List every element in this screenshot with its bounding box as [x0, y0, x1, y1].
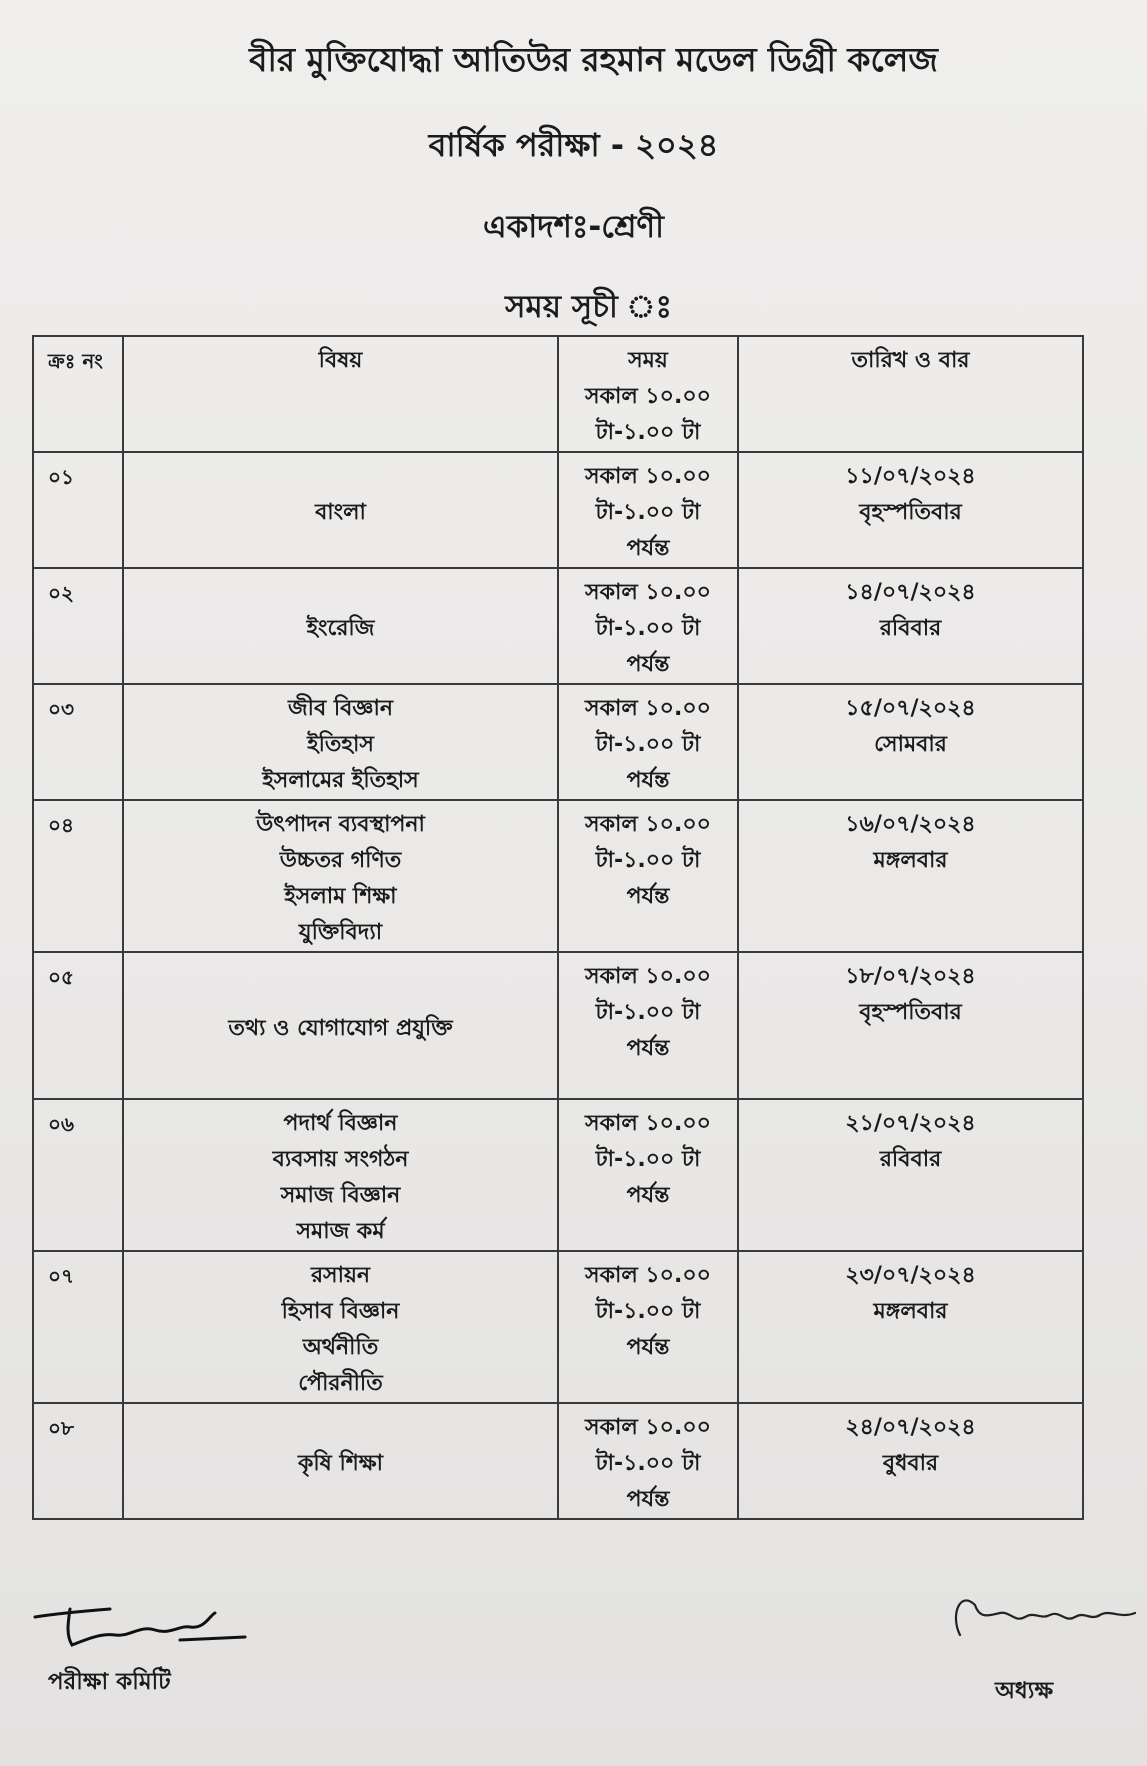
- header-serial: ক্রঃ নং: [33, 336, 123, 452]
- subject-cell: [123, 1099, 558, 1251]
- time-line: টা-১.০০ টা: [595, 1451, 701, 1476]
- class-title: একাদশঃ-শ্রেণী: [482, 209, 664, 245]
- date-cell: [738, 568, 1083, 684]
- exam-date: ১১/০৭/২০২৪: [845, 464, 976, 489]
- time-line: টা-১.০০ টা: [595, 1147, 701, 1172]
- subject-name: পৌরনীতি: [298, 1371, 383, 1396]
- time-line: পর্যন্ত: [626, 536, 670, 561]
- time-line: সকাল ১০.০০: [585, 580, 711, 605]
- time-cell: [558, 1099, 738, 1251]
- subject-name: সমাজ বিজ্ঞান: [280, 1183, 401, 1208]
- subject-name: সমাজ কর্ম: [296, 1219, 385, 1244]
- time-line: সকাল ১০.০০: [585, 696, 711, 721]
- table-row: [33, 452, 1083, 568]
- header-time: [558, 336, 738, 452]
- time-line: সকাল ১০.০০: [585, 964, 711, 989]
- subject-name: হিসাব বিজ্ঞান: [281, 1299, 400, 1324]
- time-line: সকাল ১০.০০: [585, 464, 711, 489]
- date-cell: [738, 952, 1083, 1099]
- date-cell: [738, 800, 1083, 952]
- time-line: পর্যন্ত: [626, 1335, 670, 1360]
- time-line: পর্যন্ত: [626, 1487, 670, 1512]
- time-cell: [558, 684, 738, 800]
- subject-name: ইতিহাস: [307, 732, 374, 757]
- time-line: টা-১.০০ টা: [595, 616, 701, 641]
- serial-cell: ০৫: [33, 952, 123, 1099]
- serial-cell: ০৬: [33, 1099, 123, 1251]
- schedule-table: [32, 335, 1084, 1520]
- exam-committee-label: পরীক্ষা কমিটি: [48, 1669, 171, 1695]
- time-line: টা-১.০০ টা: [595, 500, 701, 525]
- time-line: টা-১.০০ টা: [595, 732, 701, 757]
- exam-day: সোমবার: [874, 732, 947, 757]
- time-line: সকাল ১০.০০: [585, 1415, 711, 1440]
- table-row: [33, 568, 1083, 684]
- routine-title: সময় সূচী ঃ: [505, 289, 672, 325]
- subject-name: উচ্চতর গণিত: [279, 848, 402, 873]
- date-cell: [738, 452, 1083, 568]
- exam-day: বৃহস্পতিবার: [859, 1000, 962, 1025]
- principal-signature: [950, 1585, 1140, 1645]
- header-date: তারিখ ও বার: [738, 336, 1083, 452]
- exam-date: ১৫/০৭/২০২৪: [845, 696, 976, 721]
- subject-name: রসায়ন: [310, 1263, 371, 1288]
- serial-cell: ০৩: [33, 684, 123, 800]
- date-cell: [738, 684, 1083, 800]
- header-subject: বিষয়: [123, 336, 558, 452]
- exam-committee-signature: [30, 1595, 250, 1655]
- exam-date: ১৮/০৭/২০২৪: [845, 964, 976, 989]
- subject-name: কৃষি শিক্ষা: [298, 1451, 383, 1476]
- subject-name: ইংরেজি: [306, 616, 375, 641]
- subject-name: ইসলাম শিক্ষা: [284, 884, 397, 909]
- exam-day: মঙ্গলবার: [873, 1299, 948, 1324]
- college-name: বীর মুক্তিযোদ্ধা আতিউর রহমান মডেল ডিগ্রী কলেজ: [249, 40, 938, 79]
- exam-date: ২১/০৭/২০২৪: [845, 1111, 976, 1136]
- table-header-row: [33, 336, 1083, 452]
- serial-cell: ০৭: [33, 1251, 123, 1403]
- subject-cell: [123, 1403, 558, 1519]
- date-cell: [738, 1099, 1083, 1251]
- time-line: সকাল ১০.০০: [585, 812, 711, 837]
- table-row: [33, 1099, 1083, 1251]
- exam-day: বুধবার: [882, 1451, 939, 1476]
- table-row: [33, 800, 1083, 952]
- table-row: [33, 1251, 1083, 1403]
- subject-name: পদার্থ বিজ্ঞান: [283, 1111, 398, 1136]
- exam-day: মঙ্গলবার: [873, 848, 948, 873]
- exam-day: রবিবার: [879, 616, 942, 641]
- time-cell: [558, 1251, 738, 1403]
- time-line: টা-১.০০ টা: [595, 1299, 701, 1324]
- subject-name: অর্থনীতি: [302, 1335, 379, 1360]
- time-line: পর্যন্ত: [626, 884, 670, 909]
- table-row: [33, 684, 1083, 800]
- time-line: পর্যন্ত: [626, 1036, 670, 1061]
- header-time-start: সকাল ১০.০০: [585, 384, 711, 409]
- exam-date: ১৬/০৭/২০২৪: [845, 812, 976, 837]
- subject-cell: [123, 1251, 558, 1403]
- serial-cell: ০১: [33, 452, 123, 568]
- table-row: [33, 1403, 1083, 1519]
- table-row: [33, 952, 1083, 1099]
- subject-name: উৎপাদন ব্যবস্থাপনা: [256, 812, 425, 837]
- exam-day: রবিবার: [879, 1147, 942, 1172]
- exam-date: ২৩/০৭/২০২৪: [845, 1263, 976, 1288]
- time-line: পর্যন্ত: [626, 1183, 670, 1208]
- exam-title: বার্ষিক পরীক্ষা - ২০২৪: [428, 126, 719, 164]
- exam-date: ১৪/০৭/২০২৪: [845, 580, 976, 605]
- principal-label: অধ্যক্ষ: [995, 1678, 1054, 1704]
- subject-name: যুক্তিবিদ্যা: [298, 920, 383, 945]
- time-cell: [558, 1403, 738, 1519]
- time-line: টা-১.০০ টা: [595, 848, 701, 873]
- subject-name: জীব বিজ্ঞান: [288, 696, 393, 721]
- subject-name: ব্যবসায় সংগঠন: [272, 1147, 409, 1172]
- exam-date: ২৪/০৭/২০২৪: [845, 1415, 976, 1440]
- subject-cell: [123, 568, 558, 684]
- time-cell: [558, 568, 738, 684]
- time-cell: [558, 452, 738, 568]
- subject-name: ইসলামের ইতিহাস: [262, 768, 419, 793]
- time-cell: [558, 952, 738, 1099]
- subject-cell: [123, 452, 558, 568]
- time-line: সকাল ১০.০০: [585, 1111, 711, 1136]
- serial-cell: ০২: [33, 568, 123, 684]
- date-cell: [738, 1251, 1083, 1403]
- time-cell: [558, 800, 738, 952]
- header-time-label: সময়: [628, 348, 668, 373]
- subject-cell: [123, 800, 558, 952]
- subject-name: তথ্য ও যোগাযোগ প্রযুক্তি: [228, 1015, 453, 1041]
- time-line: টা-১.০০ টা: [595, 1000, 701, 1025]
- time-line: সকাল ১০.০০: [585, 1263, 711, 1288]
- time-line: পর্যন্ত: [626, 768, 670, 793]
- exam-day: বৃহস্পতিবার: [859, 500, 962, 525]
- serial-cell: ০৮: [33, 1403, 123, 1519]
- subject-cell: [123, 952, 558, 1099]
- date-cell: [738, 1403, 1083, 1519]
- header-time-end: টা-১.০০ টা: [595, 420, 701, 445]
- serial-cell: ০৪: [33, 800, 123, 952]
- subject-name: বাংলা: [315, 500, 366, 525]
- time-line: পর্যন্ত: [626, 652, 670, 677]
- subject-cell: [123, 684, 558, 800]
